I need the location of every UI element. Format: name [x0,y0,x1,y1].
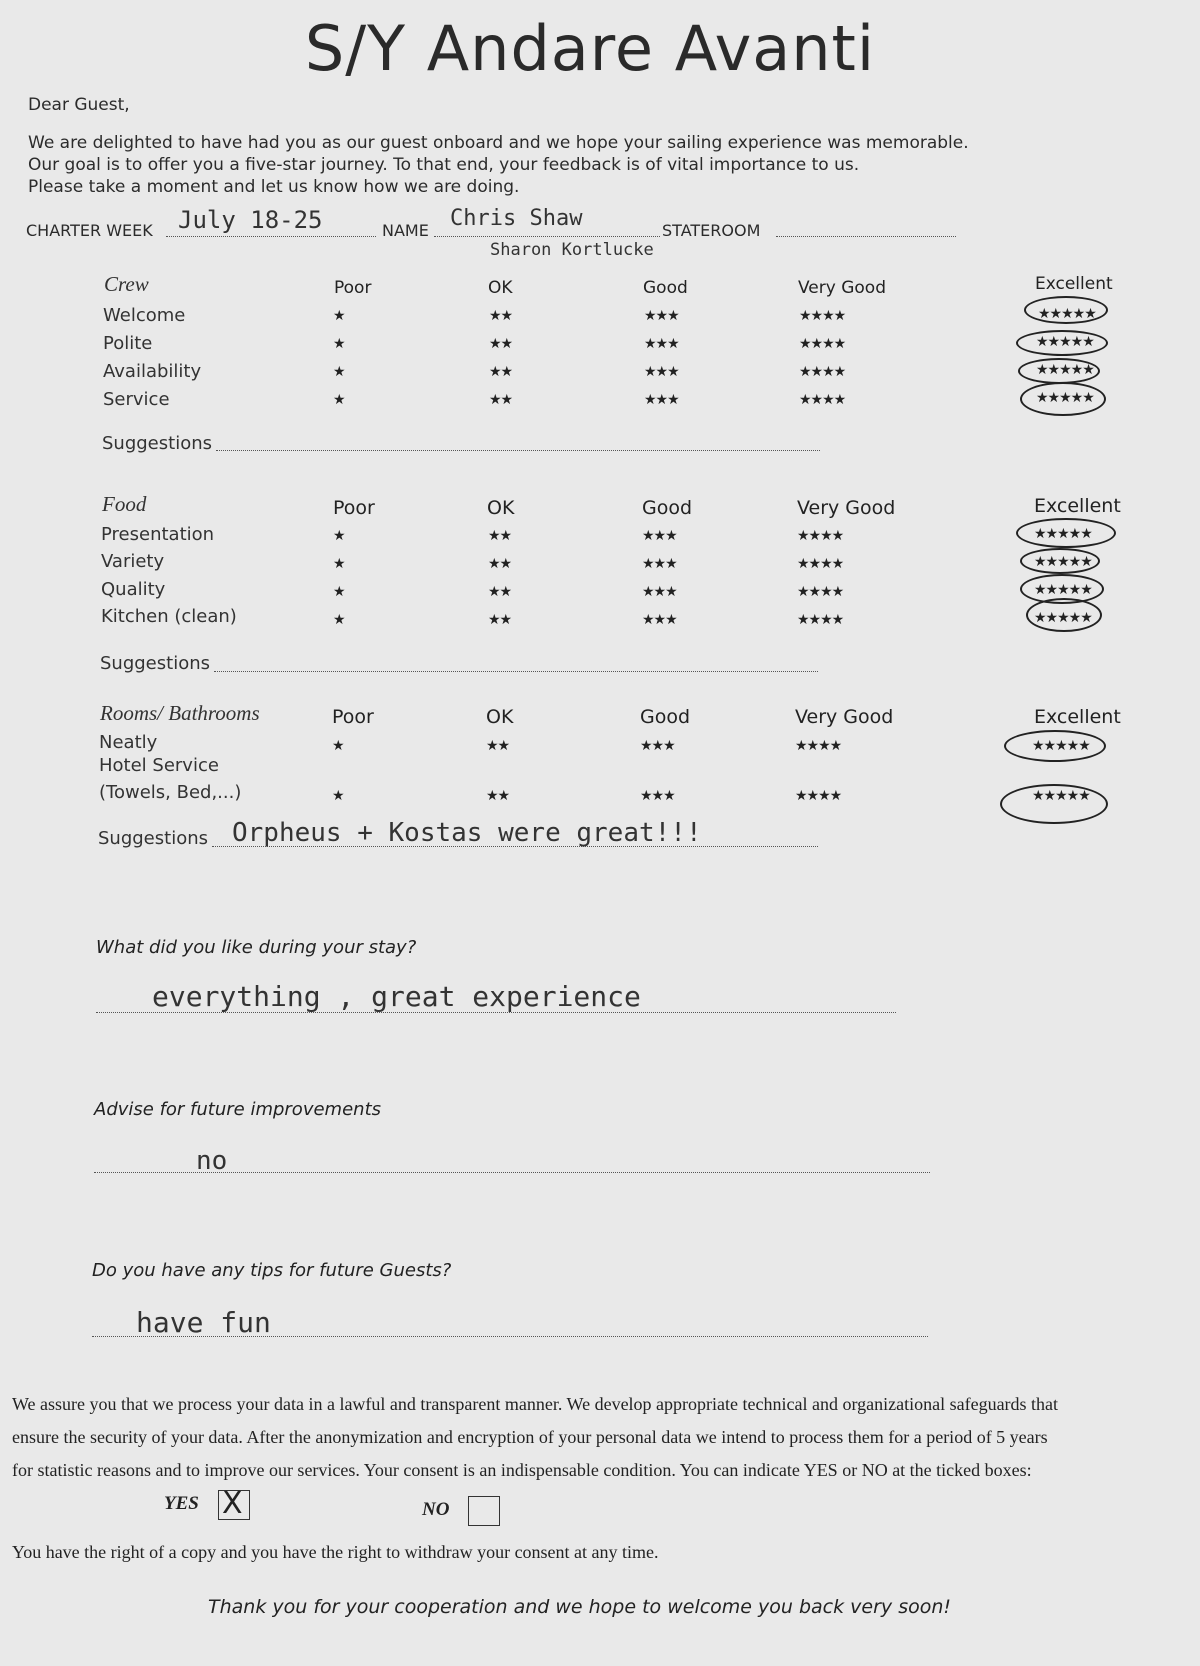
consent-line-3: for statistic reasons and to improve our services. Your consent is an indispensable condition. You can indicate YES or NO at the ticked boxes: [12,1460,1032,1480]
question-liked-label: What did you like during your stay? [96,937,417,958]
crew-welcome-star-1[interactable]: ★ [333,308,345,324]
charter-week-field[interactable]: July 18-25 [178,206,323,234]
consent-line-1: We assure you that we process your data in a lawful and transparent manner. We develop appropriate technical and organizational safeguards that [12,1394,1059,1414]
crew-row-welcome: Welcome [103,305,186,326]
rooms-hotel-service-star-3[interactable]: ★★★ [640,788,675,804]
crew-suggestions-line [216,450,820,451]
intro-line-3: Please take a moment and let us know how we are doing. [28,177,520,197]
food-col-good: Good [642,497,693,519]
crew-availability-star-3[interactable]: ★★★ [644,364,679,380]
crew-welcome-star-5[interactable]: ★★★★★ [1038,306,1096,322]
food-variety-star-5[interactable]: ★★★★★ [1034,554,1092,570]
crew-row-availability: Availability [103,361,202,382]
crew-service-selection-circle [1020,382,1106,416]
crew-service-star-4[interactable]: ★★★★ [799,392,846,408]
rooms-row-neatly: Neatly [99,732,158,753]
rooms-col-poor: Poor [332,706,374,728]
stateroom-line [776,236,956,237]
name-field-second[interactable]: Sharon Kortlucke [490,240,654,260]
rooms-col-excellent: Excellent [1034,706,1121,728]
crew-col-ok: OK [488,278,513,298]
food-section-title: Food [102,492,147,516]
food-col-poor: Poor [333,497,375,519]
crew-polite-star-3[interactable]: ★★★ [644,336,679,352]
crew-polite-star-1[interactable]: ★ [333,336,345,352]
crew-availability-star-2[interactable]: ★★ [489,364,513,380]
food-quality-star-5[interactable]: ★★★★★ [1034,582,1092,598]
consent-line-2: ensure the security of your data. After the anonymization and encryption of your personal data we intend to process them for a period of 5 years [12,1427,1048,1447]
food-col-very-good: Very Good [797,497,896,519]
question-improvements-answer[interactable]: no [196,1146,228,1176]
charter-week-label: CHARTER WEEK [26,221,153,240]
question-tips-answer[interactable]: have fun [136,1306,271,1339]
food-col-ok: OK [487,497,515,519]
food-kitchen-star-4[interactable]: ★★★★ [797,612,844,628]
food-variety-selection-circle [1020,548,1100,574]
rooms-col-good: Good [640,706,691,728]
crew-availability-star-5[interactable]: ★★★★★ [1036,362,1094,378]
crew-polite-selection-circle [1016,330,1108,356]
name-line [434,236,660,237]
food-kitchen-star-1[interactable]: ★ [333,612,345,628]
rooms-neatly-selection-circle [1004,730,1106,762]
food-variety-star-1[interactable]: ★ [333,556,345,572]
crew-col-excellent: Excellent [1035,274,1113,294]
crew-welcome-selection-circle [1024,296,1108,324]
intro-line-1: We are delighted to have had you as our guest onboard and we hope your sailing experience was memorable. [28,133,969,153]
question-tips-label: Do you have any tips for future Guests? [92,1260,452,1281]
food-kitchen-selection-circle [1026,598,1102,632]
crew-availability-star-1[interactable]: ★ [333,364,345,380]
charter-week-line [166,236,376,237]
crew-availability-selection-circle [1018,358,1100,384]
rooms-neatly-star-1[interactable]: ★ [332,738,344,754]
food-variety-star-3[interactable]: ★★★ [642,556,677,572]
food-presentation-star-4[interactable]: ★★★★ [797,528,844,544]
food-presentation-star-3[interactable]: ★★★ [642,528,677,544]
crew-row-service: Service [103,389,170,410]
rooms-col-very-good: Very Good [795,706,894,728]
rooms-neatly-star-5[interactable]: ★★★★★ [1032,738,1090,754]
consent-no-label: NO [422,1499,450,1520]
food-variety-star-2[interactable]: ★★ [488,556,512,572]
food-kitchen-star-3[interactable]: ★★★ [642,612,677,628]
food-row-kitchen: Kitchen (clean) [101,606,237,627]
consent-yes-label: YES [164,1493,199,1514]
food-row-variety: Variety [101,551,165,572]
closing-message: Thank you for your cooperation and we hope to welcome you back very soon! [208,1596,952,1618]
consent-yes-checkbox[interactable] [218,1486,250,1521]
crew-welcome-star-4[interactable]: ★★★★ [799,308,846,324]
crew-service-star-5[interactable]: ★★★★★ [1036,390,1094,406]
food-kitchen-star-2[interactable]: ★★ [488,612,512,628]
food-col-excellent: Excellent [1034,495,1121,517]
food-quality-star-2[interactable]: ★★ [488,584,512,600]
rooms-section-title: Rooms/ Bathrooms [100,701,260,725]
crew-col-poor: Poor [334,278,372,298]
food-quality-star-3[interactable]: ★★★ [642,584,677,600]
crew-suggestions-label: Suggestions [102,433,212,454]
food-row-presentation: Presentation [101,524,215,545]
rooms-neatly-star-2[interactable]: ★★ [486,738,510,754]
crew-polite-star-2[interactable]: ★★ [489,336,513,352]
crew-service-star-1[interactable]: ★ [333,392,345,408]
food-presentation-star-1[interactable]: ★ [333,528,345,544]
rooms-hotel-service-star-5[interactable]: ★★★★★ [1032,788,1090,804]
question-improvements-label: Advise for future improvements [94,1099,381,1120]
crew-service-star-2[interactable]: ★★ [489,392,513,408]
crew-col-good: Good [643,278,688,298]
crew-welcome-star-3[interactable]: ★★★ [644,308,679,324]
crew-row-polite: Polite [103,333,153,354]
rooms-hotel-service-star-4[interactable]: ★★★★ [795,788,842,804]
rooms-hotel-service-selection-circle [1000,784,1108,824]
page-title: S/Y Andare Avanti [304,12,876,85]
crew-section-title: Crew [104,272,149,296]
food-variety-star-4[interactable]: ★★★★ [797,556,844,572]
greeting: Dear Guest, [28,95,130,115]
rooms-suggestions-field[interactable]: Orpheus + Kostas were great!!! [232,818,702,848]
consent-rights: You have the right of a copy and you have the right to withdraw your consent at any time. [12,1542,659,1562]
stateroom-label: STATEROOM [662,221,761,240]
rooms-suggestions-label: Suggestions [98,828,208,849]
rooms-row-hotel-service: Hotel Service [99,755,219,776]
rooms-col-ok: OK [486,706,514,728]
crew-availability-star-4[interactable]: ★★★★ [799,364,846,380]
food-presentation-selection-circle [1016,518,1116,548]
rooms-neatly-star-4[interactable]: ★★★★ [795,738,842,754]
crew-service-star-3[interactable]: ★★★ [644,392,679,408]
crew-polite-star-4[interactable]: ★★★★ [799,336,846,352]
crew-polite-star-5[interactable]: ★★★★★ [1036,334,1094,350]
question-liked-answer[interactable]: everything , great experience [152,980,641,1013]
food-quality-star-4[interactable]: ★★★★ [797,584,844,600]
name-field[interactable]: Chris Shaw [450,206,583,231]
food-suggestions-line [214,671,818,672]
rooms-hotel-service-star-2[interactable]: ★★ [486,788,510,804]
consent-no-checkbox[interactable] [468,1496,500,1526]
intro-line-2: Our goal is to offer you a five-star journey. To that end, your feedback is of vital importance to us. [28,155,860,175]
rooms-neatly-star-3[interactable]: ★★★ [640,738,675,754]
food-presentation-star-2[interactable]: ★★ [488,528,512,544]
crew-col-very-good: Very Good [798,278,886,298]
food-presentation-star-5[interactable]: ★★★★★ [1034,526,1092,542]
food-quality-star-1[interactable]: ★ [333,584,345,600]
crew-welcome-star-2[interactable]: ★★ [489,308,513,324]
rooms-row-towels-bed: (Towels, Bed,...) [99,782,242,803]
food-kitchen-star-5[interactable]: ★★★★★ [1034,610,1092,626]
name-label: NAME [382,221,429,240]
food-suggestions-label: Suggestions [100,653,210,674]
rooms-hotel-service-star-1[interactable]: ★ [332,788,344,804]
food-row-quality: Quality [101,579,166,600]
consent-yes-check-mark: X [222,1486,243,1521]
